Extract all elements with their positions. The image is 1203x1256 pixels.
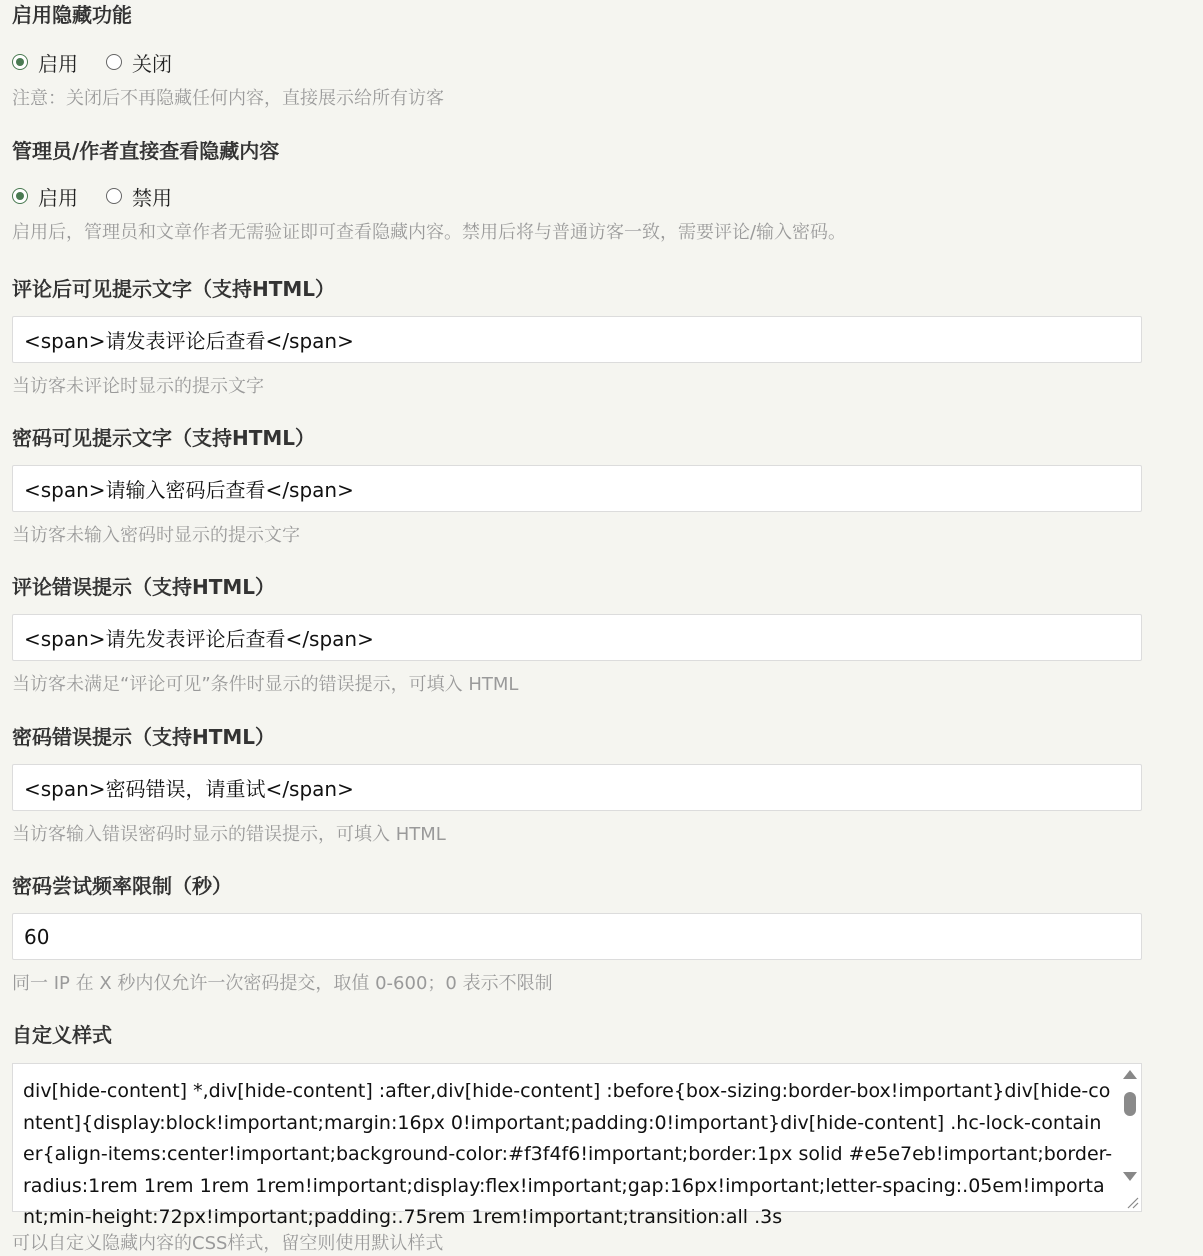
hide-feature-disable-radio[interactable] xyxy=(106,48,172,77)
rate-limit-input[interactable] xyxy=(12,913,1142,960)
custom-css-hint: 可以自定义隐藏内容的CSS样式，留空则使用默认样式 xyxy=(12,1233,444,1254)
radio-checked-icon[interactable] xyxy=(12,54,28,70)
custom-css-label: 自定义样式 xyxy=(12,1023,112,1047)
comment-error-hint: 当访客未满足“评论可见”条件时显示的错误提示，可填入 HTML xyxy=(12,674,519,695)
hide-feature-disable-label: 关闭 xyxy=(132,51,172,76)
password-error-label: 密码错误提示（支持HTML） xyxy=(12,725,276,749)
password-tip-label: 密码可见提示文字（支持HTML） xyxy=(12,426,316,450)
admin-view-enable-label: 启用 xyxy=(38,185,78,210)
scroll-down-arrow-icon[interactable] xyxy=(1123,1172,1137,1181)
comment-tip-input[interactable] xyxy=(12,316,1142,363)
custom-css-textarea[interactable] xyxy=(12,1063,1142,1228)
rate-limit-label: 密码尝试频率限制（秒） xyxy=(12,874,232,898)
password-error-section xyxy=(12,722,1142,871)
hide-feature-label: 启用隐藏功能 xyxy=(12,3,132,27)
password-tip-input[interactable] xyxy=(12,465,1142,512)
radio-unchecked-icon[interactable] xyxy=(106,54,122,70)
resize-grip-icon[interactable] xyxy=(1125,1195,1139,1209)
radio-checked-icon[interactable] xyxy=(12,188,28,204)
scroll-up-arrow-icon[interactable] xyxy=(1123,1070,1137,1079)
custom-css-text[interactable]: div[hide-content] *,div[hide-content] :after,div[hide-content] :before{box-sizing:border-box!important}div[hide-content]{display:block!important;margin:16px 0!important;padding:0!important}div[hide-content] .hc-lock-container{align-items:center!important;background-color:#f3f4f6!important;border:1px solid #e5e7eb!important;border-radius:1rem 1rem 1rem 1rem!important;display:flex!important;gap:16px!important;letter-spacing:.05em!important;min-height:72px!important;padding:.75rem 1rem!important;transition:all .3s xyxy=(23,1080,1113,1228)
hide-feature-radio-group xyxy=(12,47,1142,77)
admin-view-disable-label: 禁用 xyxy=(132,185,172,210)
password-tip-hint: 当访客未输入密码时显示的提示文字 xyxy=(12,525,300,546)
password-tip-section xyxy=(12,423,1142,572)
admin-view-hint: 启用后，管理员和文章作者无需验证即可查看隐藏内容。禁用后将与普通访客一致，需要评论/输入密码。 xyxy=(12,222,847,243)
comment-tip-section xyxy=(12,274,1142,423)
radio-unchecked-icon[interactable] xyxy=(106,188,122,204)
password-error-input[interactable] xyxy=(12,764,1142,811)
hide-feature-section xyxy=(12,0,1142,130)
custom-css-section xyxy=(12,1020,1142,1256)
admin-view-disable-radio[interactable] xyxy=(106,182,172,211)
password-error-hint: 当访客输入错误密码时显示的错误提示，可填入 HTML xyxy=(12,824,446,845)
comment-error-section xyxy=(12,572,1142,722)
admin-view-section xyxy=(12,136,1142,274)
comment-error-label: 评论错误提示（支持HTML） xyxy=(12,575,276,599)
hide-feature-enable-label: 启用 xyxy=(38,51,78,76)
admin-view-radio-group xyxy=(12,181,1142,211)
rate-limit-section xyxy=(12,871,1142,1020)
admin-view-label: 管理员/作者直接查看隐藏内容 xyxy=(12,139,280,163)
comment-tip-hint: 当访客未评论时显示的提示文字 xyxy=(12,376,264,397)
textarea-scrollbar[interactable] xyxy=(1119,1064,1141,1211)
hide-feature-enable-radio[interactable] xyxy=(12,48,78,77)
comment-tip-label: 评论后可见提示文字（支持HTML） xyxy=(12,277,336,301)
rate-limit-hint: 同一 IP 在 X 秒内仅允许一次密码提交，取值 0-600；0 表示不限制 xyxy=(12,973,553,994)
scroll-thumb[interactable] xyxy=(1124,1092,1136,1116)
admin-view-enable-radio[interactable] xyxy=(12,182,78,211)
hide-feature-hint: 注意：关闭后不再隐藏任何内容，直接展示给所有访客 xyxy=(12,88,444,109)
comment-error-input[interactable] xyxy=(12,614,1142,661)
